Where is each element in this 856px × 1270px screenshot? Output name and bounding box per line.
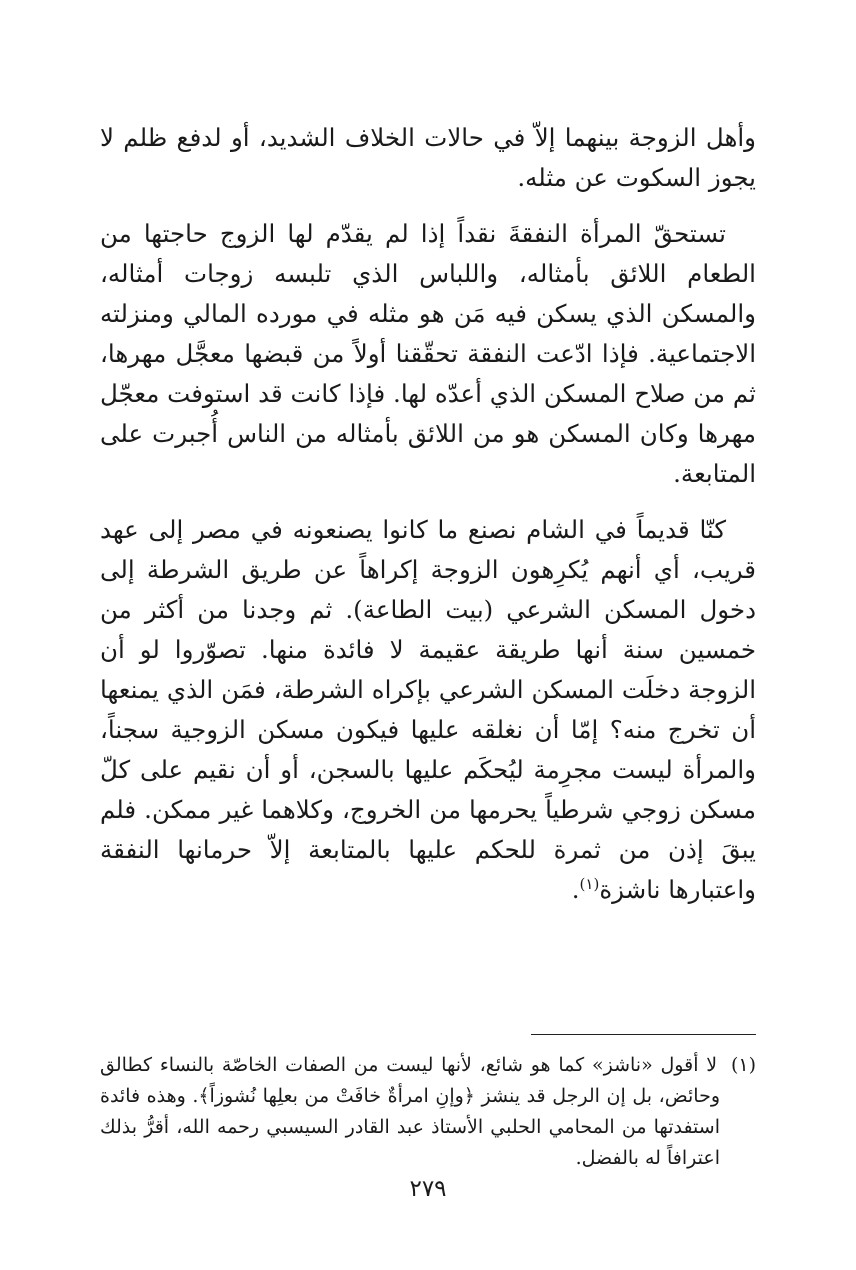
paragraph-3-text: كنّا قديماً في الشام نصنع ما كانوا يصنعونه في مصر إلى عهد قريب، أي أنهم يُكرِهون الزوجة إكراهاً عن طريق الشرطة إلى دخول المسكن الشرعي (بيت الطاعة). ثم وجدنا من أكثر من خمسين سنة أنها طريقة عقيمة لا فائدة منها. تصوّروا لو أن الزوجة دخلَت المسكن الشرعي بإكراه الشرطة، فمَن الذي يمنعها أن تخرج منه؟ إمّا أن نغلقه عليها فيكون مسكن الزوجية سجناً، والمرأة ليست مجرِمة ليُحكَم عليها بالسجن، أو أن نقيم على كلّ مسكن زوجي شرطياً يحرمها من الخروج، وكلاهما غير ممكن. فلم يبقَ إذن من ثمرة للحكم عليها بالمتابعة إلاّ حرمانها النفقة واعتبارها ناشزة	[100, 515, 756, 904]
main-text	[100, 118, 756, 926]
footnote	[100, 1050, 756, 1174]
paragraph-1: وأهل الزوجة بينهما إلاّ في حالات الخلاف الشديد، أو لدفع ظلم لا يجوز السكوت عن مثله.	[100, 123, 756, 192]
footnote-separator	[531, 1034, 756, 1035]
footnote-body	[100, 1050, 756, 1174]
paragraph-3	[100, 510, 756, 910]
paragraph-2: تستحقّ المرأة النفقةَ نقداً إذا لم يقدّم لها الزوج حاجتها من الطعام اللائق بأمثاله، واللباس الذي تلبسه زوجات أمثاله، والمسكن الذي يسكن فيه مَن هو مثله في مورده المالي ومنزلته الاجتماعية. فإذا ادّعت النفقة تحقّقنا أولاً من قبضها معجَّل مهرها، ثم من صلاح المسكن الذي أعدّه لها. فإذا كانت قد استوفت معجّل مهرها وكان المسكن هو من اللائق بأمثاله من الناس أُجبرت على المتابعة.	[100, 219, 756, 488]
footnote-mark: (١)	[730, 1054, 756, 1076]
footnote-reference[interactable]: (١)	[579, 874, 600, 893]
paragraph-3-end: .	[571, 875, 580, 904]
footnote-text: لا أقول «ناشز» كما هو شائع، لأنها ليست من الصفات الخاصّة بالنساء كطالق وحائض، بل إن الرجل قد ينشز ﴿وإنِ امرأةٌ خافَتْ من بعلِها نُشوزاً﴾. وهذه فائدة استفدتها من المحامي الحلبي الأستاذ عبد القادر السيسبي رحمه الله، أقرُّ بذلك اعترافاً له بالفضل.	[100, 1054, 720, 1169]
page-number: ٢٧٩	[409, 1176, 447, 1202]
